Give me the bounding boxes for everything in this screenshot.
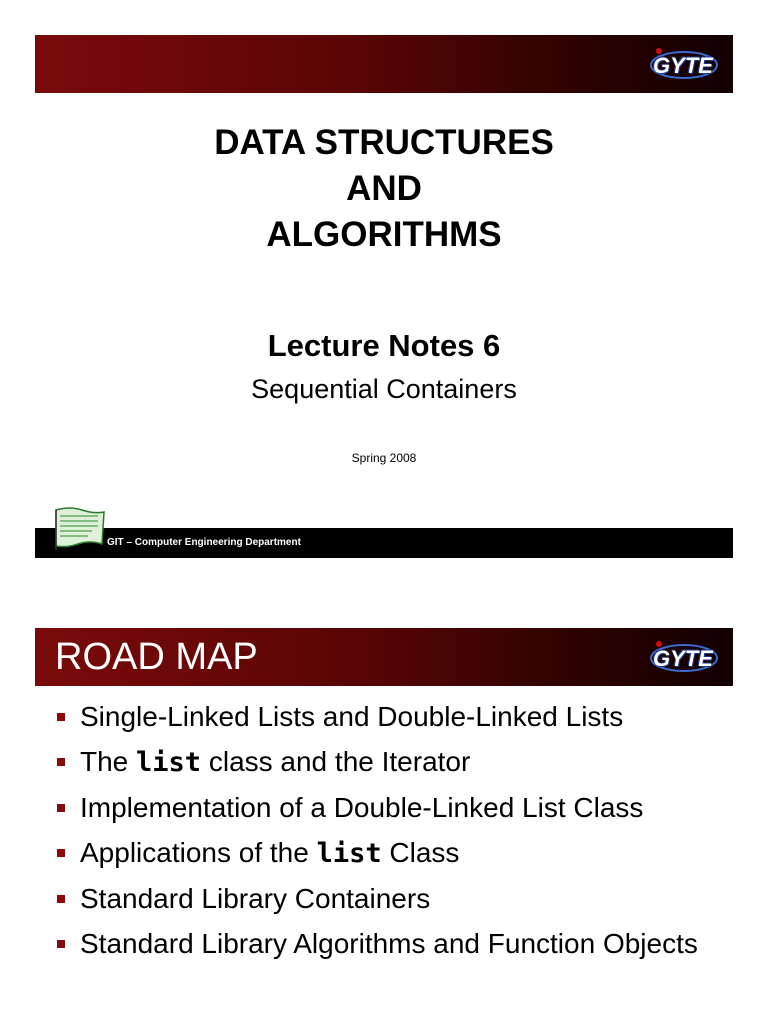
title-line-1: DATA STRUCTURES [214,123,554,162]
logo-text: GYTE [653,646,713,671]
bullet-square-icon [57,895,65,903]
item-text-post: class and the Iterator [201,746,471,777]
top-banner [35,35,733,93]
bullet-square-icon [57,804,65,812]
roadmap-slide [0,600,768,1024]
main-title [0,120,768,258]
item-text-post: Class [381,837,460,868]
roadmap-title: ROAD MAP [55,636,258,678]
item-text: Single-Linked Lists and Double-Linked Lists [80,701,624,732]
footer-text: GIT – Computer Engineering Department [107,537,301,548]
item-text: Standard Library Containers [80,883,431,914]
footer-bar [35,528,733,558]
list-item [55,745,735,780]
roadmap-banner [35,628,733,686]
list-item [55,927,735,961]
lecture-subtitle: Sequential Containers [251,374,517,404]
list-item [55,882,735,916]
gyte-logo [649,636,719,676]
item-text: Standard Library Algorithms and Function Objects [80,928,698,959]
title-line-3: ALGORITHMS [266,215,502,254]
bullet-square-icon [57,758,65,766]
bullet-square-icon [57,940,65,948]
item-text-pre: The [80,746,137,777]
term-label: Spring 2008 [351,451,417,465]
bullet-square-icon [57,713,65,721]
list-item [55,791,735,825]
list-item [55,836,735,871]
item-text: Implementation of a Double-Linked List Class [80,792,644,823]
roadmap-list [55,700,735,972]
gyte-logo [649,43,719,83]
code-keyword: list [316,838,382,869]
lecture-number: Lecture Notes 6 [267,328,501,363]
list-item [55,700,735,734]
item-text-pre: Applications of the [80,837,317,868]
title-line-2: AND [346,169,422,208]
code-keyword: list [136,747,202,778]
logo-text: GYTE [653,53,713,78]
binary-flag-logo [52,506,106,552]
bullet-square-icon [57,849,65,857]
